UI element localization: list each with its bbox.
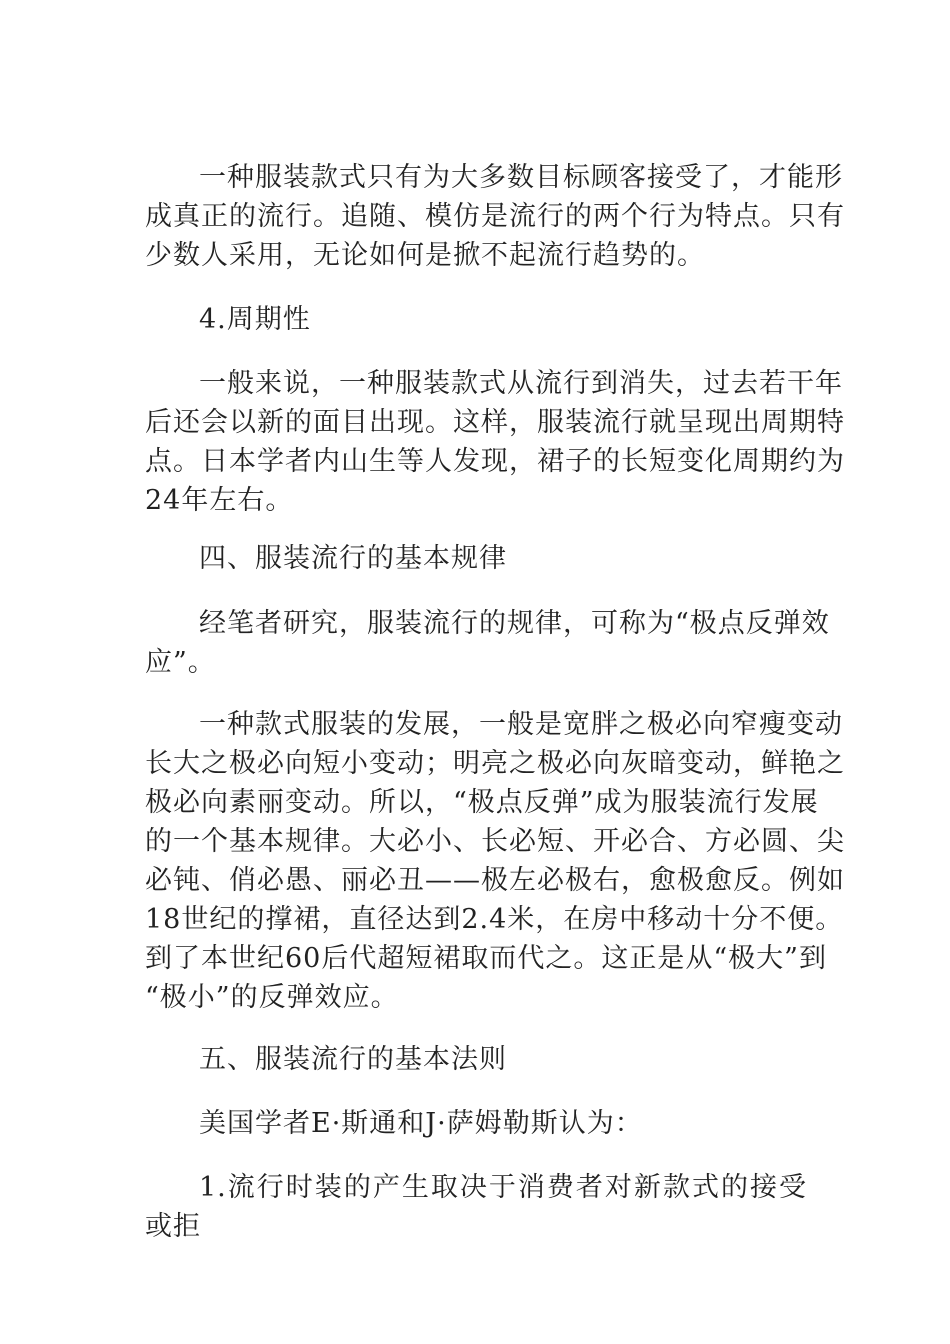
heading-section-five: 五、服装流行的基本法则 — [199, 1044, 507, 1075]
text-line: 18世纪的撑裙，直径达到2.4米，在房中移动十分不便。 — [145, 904, 844, 935]
heading-section-four: 四、服装流行的基本规律 — [199, 543, 507, 574]
paragraph-acceptance — [145, 158, 845, 275]
text-line: 24年左右。 — [145, 485, 294, 516]
heading-periodicity: 4.周期性 — [199, 304, 311, 335]
text-line: 少数人采用，无论如何是掀不起流行趋势的。 — [145, 240, 705, 271]
text-line: 点。日本学者内山生等人发现，裙子的长短变化周期约为 — [145, 446, 845, 477]
text-line: 长大之极必向短小变动；明亮之极必向灰暗变动，鲜艳之 — [145, 748, 845, 779]
text-line: 必钝、俏必愚、丽必丑——极左必极右，愈极愈反。例如 — [145, 865, 845, 896]
paragraph-periodicity — [145, 364, 845, 520]
text-line: 经笔者研究，服装流行的规律，可称为“极点反弹效 — [199, 608, 830, 639]
text-line: 一种服装款式只有为大多数目标顾客接受了，才能形 — [199, 162, 843, 193]
text-line: 到了本世纪60后代超短裙取而代之。这正是从“极大”到 — [145, 943, 827, 974]
text-line: “极小”的反弹效应。 — [145, 982, 399, 1013]
paragraph-law-one: 1.流行时装的产生取决于消费者对新款式的接受或拒 — [145, 1172, 807, 1242]
text-line: 成真正的流行。追随、模仿是流行的两个行为特点。只有 — [145, 201, 845, 232]
text-line: 极必向素丽变动。所以，“极点反弹”成为服装流行发展 — [145, 787, 819, 818]
text-line: 一般来说，一种服装款式从流行到消失，过去若干年 — [199, 368, 843, 399]
text-line: 的一个基本规律。大必小、长必短、开必合、方必圆、尖 — [145, 826, 845, 857]
paragraph-rule-intro — [145, 604, 830, 682]
paragraph-rebound-effect — [145, 705, 845, 1017]
text-line: 应”。 — [145, 647, 216, 678]
text-line: 一种款式服装的发展，一般是宽胖之极必向窄瘦变动 — [199, 709, 843, 740]
paragraph-scholars: 美国学者E·斯通和J·萨姆勒斯认为： — [199, 1108, 643, 1139]
text-line: 后还会以新的面目出现。这样，服装流行就呈现出周期特 — [145, 407, 845, 438]
